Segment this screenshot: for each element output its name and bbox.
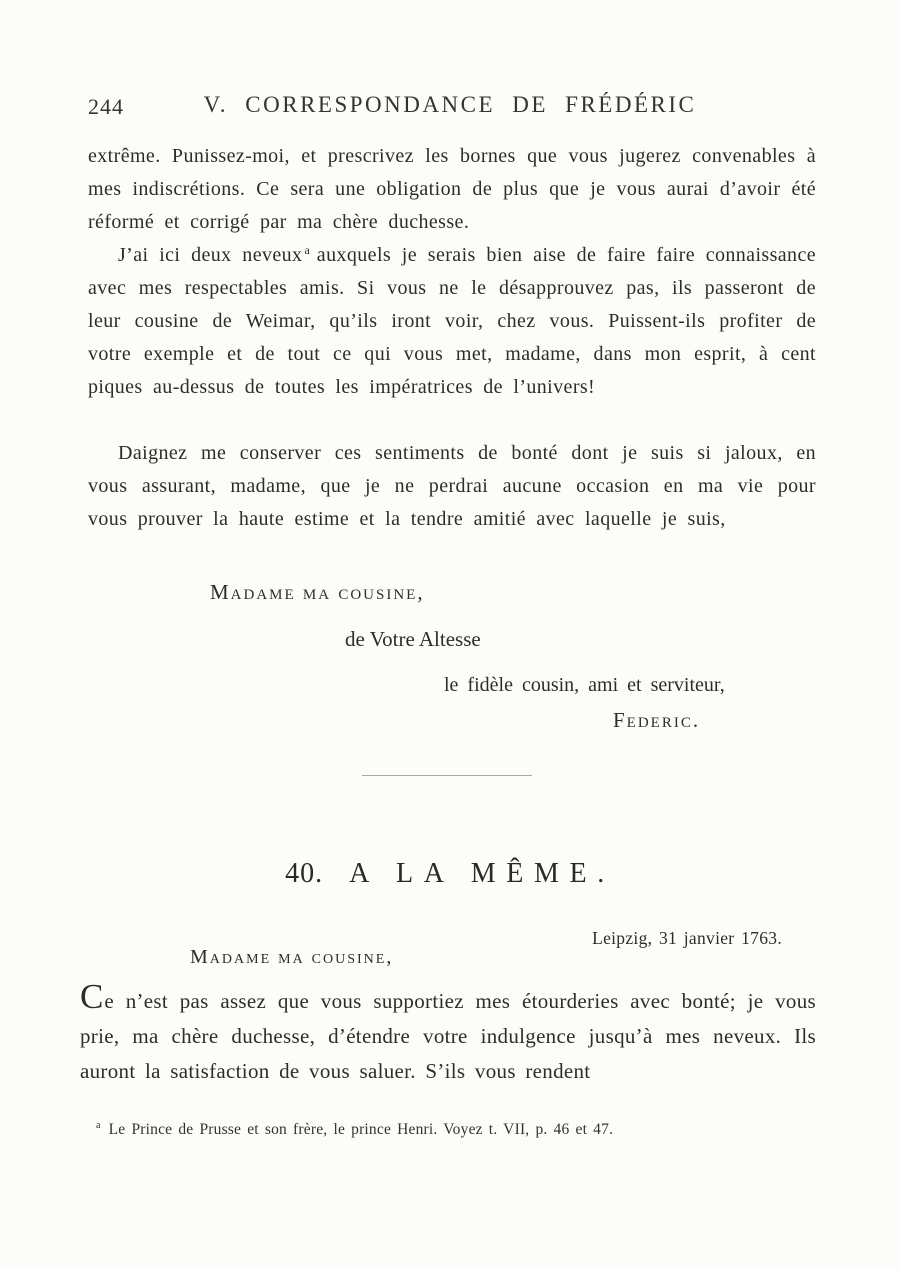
footnote — [96, 1120, 796, 1139]
paragraph-text: J’ai ici deux neveux — [118, 244, 303, 266]
letter40-paragraph-1 — [80, 977, 816, 1089]
letter39-signature: Federic. — [613, 708, 701, 732]
letter39-closing-fidele: le fidèle cousin, ami et serviteur, — [444, 674, 725, 696]
letter39-paragraph-2 — [88, 239, 816, 404]
letter40-heading-number: 40. — [285, 858, 324, 889]
footnote-marker: a — [96, 1120, 101, 1131]
letter39-closing-salutation: Madame ma cousine, — [210, 580, 425, 604]
letter40-heading — [0, 858, 900, 890]
letter39-paragraph-1: extrême. Punissez-moi, et prescrivez les bornes que vous jugerez convenables à mes indiscrétions. Ce sera une obligation de plus que je vous aurai d’avoir été réformé et corrigé par ma chère duchesse. — [88, 145, 816, 233]
letter39-paragraph-3: Daignez me conserver ces sentiments de bonté dont je suis si jaloux, en vous assurant, madame, que je ne perdrai aucune occasion en ma vie pour vous prouver la haute estime et la tendre amitié avec laquelle je suis, — [88, 442, 816, 530]
section-divider-rule — [362, 775, 532, 776]
paragraph-text: e n’est pas assez que vous supportiez mes étourderies avec bonté; je vous prie, ma chère duchesse, d’étendre votre indulgence jusqu’à mes neveux. Ils auront la satisfaction de vous saluer. S’ils vous rendent — [80, 989, 816, 1083]
letter40-dateline: Leipzig, 31 janvier 1763. — [592, 928, 782, 948]
running-header: V. CORRESPONDANCE DE FRÉDÉRIC — [203, 92, 697, 117]
footnote-text: Le Prince de Prusse et son frère, le prince Henri. Voyez t. VII, p. 46 et 47. — [108, 1121, 614, 1138]
raised-initial-capital: C — [80, 977, 105, 1016]
letter39-closing-altesse: de Votre Altesse — [345, 627, 481, 651]
page-number: 244 — [88, 94, 124, 119]
letter40-salutation: Madame ma cousine, — [190, 946, 394, 968]
paragraph-text: auxquels je serais bien aise de faire faire connaissance avec mes respectables amis. Si vous ne le désapprouvez pas, ils passeront de leur cousine de Weimar, qu’ils iront voir, chez vous. Puissent-ils profiter de votre exemple et de tout ce qui vous met, madame, dans mon esprit, à cent piques au-dessus de toutes les impératrices de l’univers! — [88, 244, 817, 398]
footnote-reference: a — [304, 243, 310, 257]
letter40-heading-title: A LA MÊME. — [349, 858, 615, 889]
